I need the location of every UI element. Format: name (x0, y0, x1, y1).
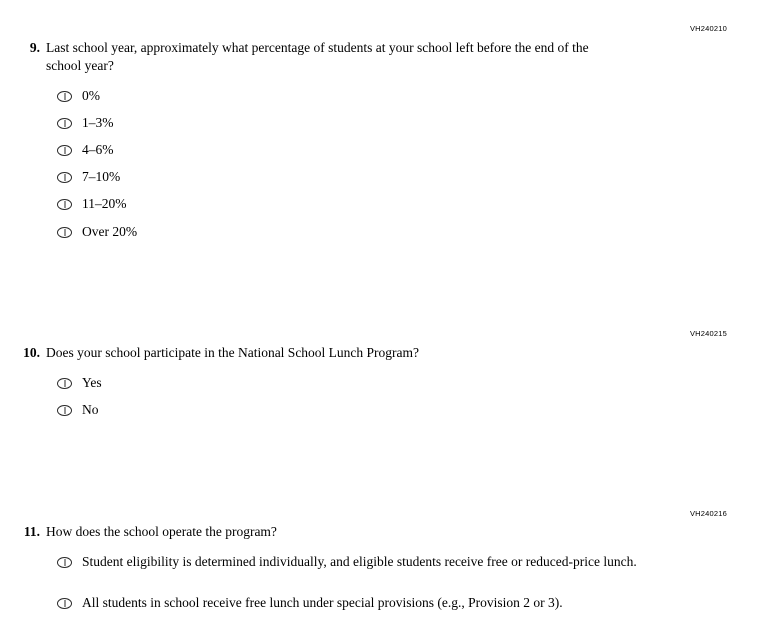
radio-bubble-icon[interactable] (57, 227, 72, 238)
question-row (20, 523, 277, 541)
question-number: 11. (23, 524, 40, 539)
radio-bubble-icon[interactable] (57, 405, 72, 416)
question-text: How does the school operate the program? (46, 524, 277, 539)
radio-bubble-icon[interactable] (57, 145, 72, 156)
question-number: 9. (29, 40, 40, 55)
option-row[interactable] (57, 374, 102, 392)
option-label: 1–3% (82, 115, 114, 130)
radio-bubble-icon[interactable] (57, 91, 72, 102)
option-row[interactable] (57, 223, 137, 241)
option-row[interactable] (57, 114, 114, 132)
radio-bubble-icon[interactable] (57, 172, 72, 183)
option-row[interactable] (57, 594, 717, 612)
option-row[interactable] (57, 168, 120, 186)
radio-bubble-icon[interactable] (57, 118, 72, 129)
option-label: Over 20% (82, 224, 138, 239)
radio-bubble-icon[interactable] (57, 378, 72, 389)
option-row[interactable] (57, 553, 677, 571)
question-number: 10. (23, 345, 40, 360)
option-label: 0% (82, 88, 100, 103)
option-row[interactable] (57, 401, 99, 419)
radio-bubble-icon[interactable] (57, 598, 72, 609)
question-text: Last school year, approximately what percentage of students at your school left before the end of the school year? (46, 40, 589, 73)
option-label: Yes (82, 375, 102, 390)
question-text: Does your school participate in the National School Lunch Program? (46, 345, 420, 360)
option-row[interactable] (57, 87, 100, 105)
option-label: All students in school receive free lunch under special provisions (e.g., Provision 2 or 3). (82, 595, 563, 610)
question-code: VH240216 (689, 509, 727, 518)
option-label: No (82, 402, 99, 417)
question-row (20, 344, 419, 362)
question-code: VH240210 (689, 24, 727, 33)
option-label: 4–6% (82, 142, 114, 157)
option-row[interactable] (57, 141, 114, 159)
radio-bubble-icon[interactable] (57, 557, 72, 568)
option-label: 7–10% (82, 169, 121, 184)
option-label: Student eligibility is determined individually, and eligible students receive free or reduced-price lunch. (82, 554, 637, 569)
option-row[interactable] (57, 195, 127, 213)
radio-bubble-icon[interactable] (57, 199, 72, 210)
option-label: 11–20% (82, 196, 127, 211)
question-code: VH240215 (689, 329, 727, 338)
question-row (20, 39, 606, 75)
